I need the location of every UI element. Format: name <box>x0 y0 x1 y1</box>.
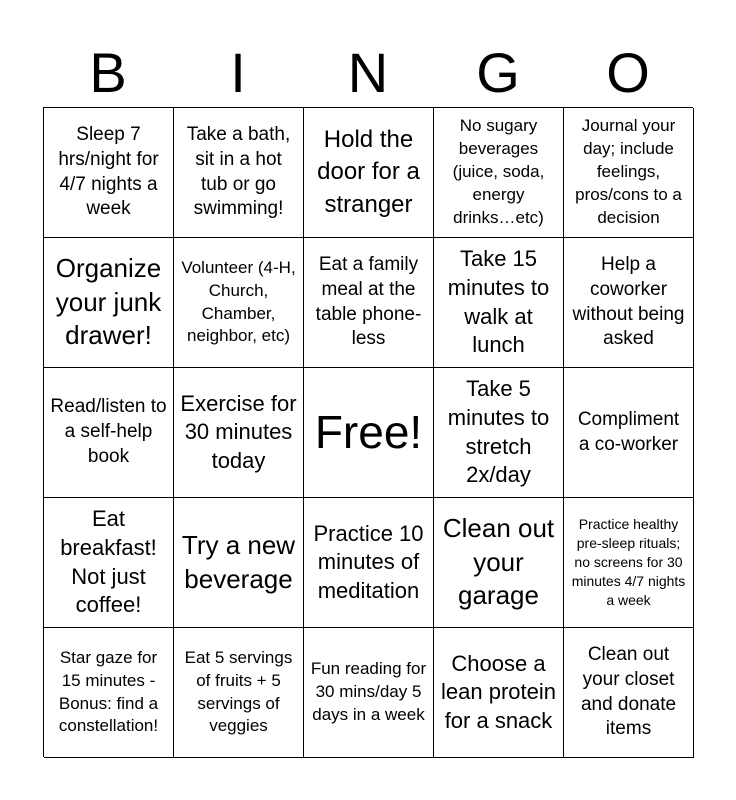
bingo-cell[interactable]: Fun reading for 30 mins/day 5 days in a week <box>304 628 434 758</box>
bingo-cell[interactable]: Take 5 minutes to stretch 2x/day <box>434 368 564 498</box>
bingo-cell[interactable]: Exercise for 30 minutes today <box>174 368 304 498</box>
bingo-cell[interactable]: Organize your junk drawer! <box>44 238 174 368</box>
bingo-cell[interactable]: Eat 5 servings of fruits + 5 servings of veggies <box>174 628 304 758</box>
bingo-board <box>43 107 693 757</box>
bingo-cell[interactable]: Take a bath, sit in a hot tub or go swimming! <box>174 108 304 238</box>
header-letter-g: G <box>476 41 520 104</box>
bingo-cell[interactable]: Star gaze for 15 minutes - Bonus: find a constellation! <box>44 628 174 758</box>
bingo-header <box>43 40 693 106</box>
header-letter-i: I <box>230 41 246 104</box>
bingo-cell[interactable]: No sugary beverages (juice, soda, energy drinks…etc) <box>434 108 564 238</box>
header-letter-n: N <box>347 41 389 104</box>
bingo-cell[interactable]: Practice 10 minutes of meditation <box>304 498 434 628</box>
bingo-cell[interactable]: Practice healthy pre-sleep rituals; no screens for 30 minutes 4/7 nights a week <box>564 498 694 628</box>
bingo-cell[interactable]: Choose a lean protein for a snack <box>434 628 564 758</box>
bingo-cell[interactable]: Try a new beverage <box>174 498 304 628</box>
bingo-cell[interactable]: Volunteer (4-H, Church, Chamber, neighbor, etc) <box>174 238 304 368</box>
bingo-cell[interactable]: Hold the door for a stranger <box>304 108 434 238</box>
bingo-cell[interactable]: Clean out your garage <box>434 498 564 628</box>
header-letter-b: B <box>89 41 127 104</box>
bingo-cell[interactable]: Eat breakfast! Not just coffee! <box>44 498 174 628</box>
header-letter-o: O <box>606 41 650 104</box>
bingo-cell[interactable]: Clean out your closet and donate items <box>564 628 694 758</box>
bingo-cell[interactable]: Help a coworker without being asked <box>564 238 694 368</box>
bingo-free-cell[interactable]: Free! <box>304 368 434 498</box>
bingo-cell[interactable]: Read/listen to a self-help book <box>44 368 174 498</box>
bingo-cell[interactable]: Compliment a co-worker <box>564 368 694 498</box>
bingo-cell[interactable]: Journal your day; include feelings, pros/cons to a decision <box>564 108 694 238</box>
bingo-cell[interactable]: Eat a family meal at the table phone-less <box>304 238 434 368</box>
bingo-cell[interactable]: Sleep 7 hrs/night for 4/7 nights a week <box>44 108 174 238</box>
bingo-cell[interactable]: Take 15 minutes to walk at lunch <box>434 238 564 368</box>
